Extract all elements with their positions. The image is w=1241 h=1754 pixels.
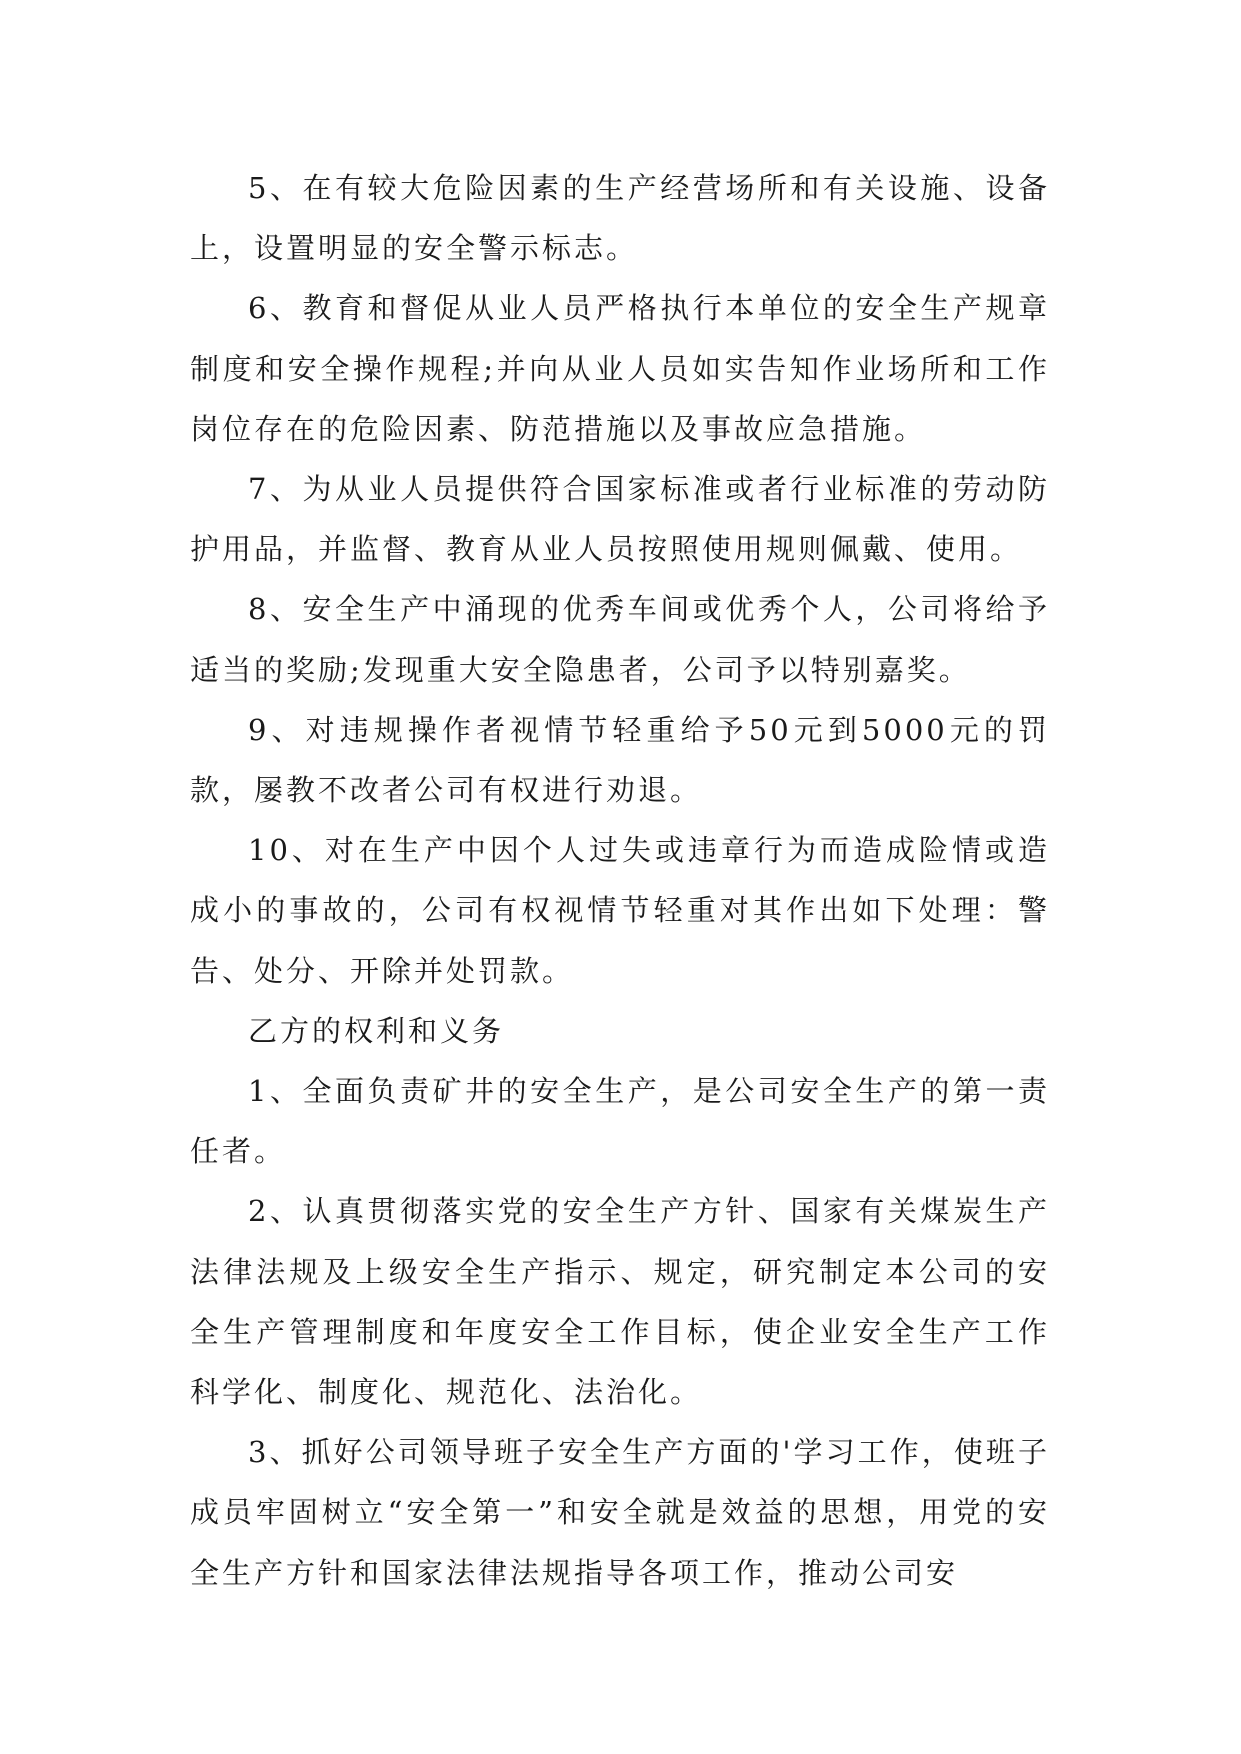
- paragraph-item-3: 3、抓好公司领导班子安全生产方面的'学习工作，使班子成员牢固树立“安全第一”和安全就是效益的思想，用党的安全生产方针和国家法律法规指导各项工作，推动公司安: [190, 1435, 1050, 1590]
- paragraph-item-5: 5、在有较大危险因素的生产经营场所和有关设施、设备上，设置明显的安全警示标志。: [190, 171, 1050, 266]
- paragraph-item-9: 9、对违规操作者视情节轻重给予50元到5000元的罚款，屡教不改者公司有权进行劝退。: [190, 712, 1050, 808]
- paragraph-item-2: 2、认真贯彻落实党的安全生产方针、国家有关煤炭生产法律法规及上级安全生产指示、规定，研究制定本公司的安全生产管理制度和年度安全工作目标，使企业安全生产工作科学化、制度化、规范化、法治化。: [190, 1194, 1050, 1410]
- paragraph-item-7: 7、为从业人员提供符合国家标准或者行业标准的劳动防护用品，并监督、教育从业人员按照使用规则佩戴、使用。: [190, 472, 1050, 567]
- document-body: [190, 158, 1050, 1603]
- paragraph-item-1: 1、全面负责矿井的安全生产，是公司安全生产的第一责任者。: [190, 1074, 1050, 1169]
- section-heading: 乙方的权利和义务: [248, 1013, 505, 1048]
- paragraph-item-10: 10、对在生产中因个人过失或违章行为而造成险情或造成小的事故的，公司有权视情节轻重对其作出如下处理：警告、处分、开除并处罚款。: [190, 833, 1050, 988]
- paragraph-item-6: 6、教育和督促从业人员严格执行本单位的安全生产规章制度和安全操作规程;并向从业人员如实告知作业场所和工作岗位存在的危险因素、防范措施以及事故应急措施。: [190, 291, 1050, 446]
- paragraph-item-8: 8、安全生产中涌现的优秀车间或优秀个人，公司将给予适当的奖励;发现重大安全隐患者，公司予以特别嘉奖。: [190, 592, 1050, 687]
